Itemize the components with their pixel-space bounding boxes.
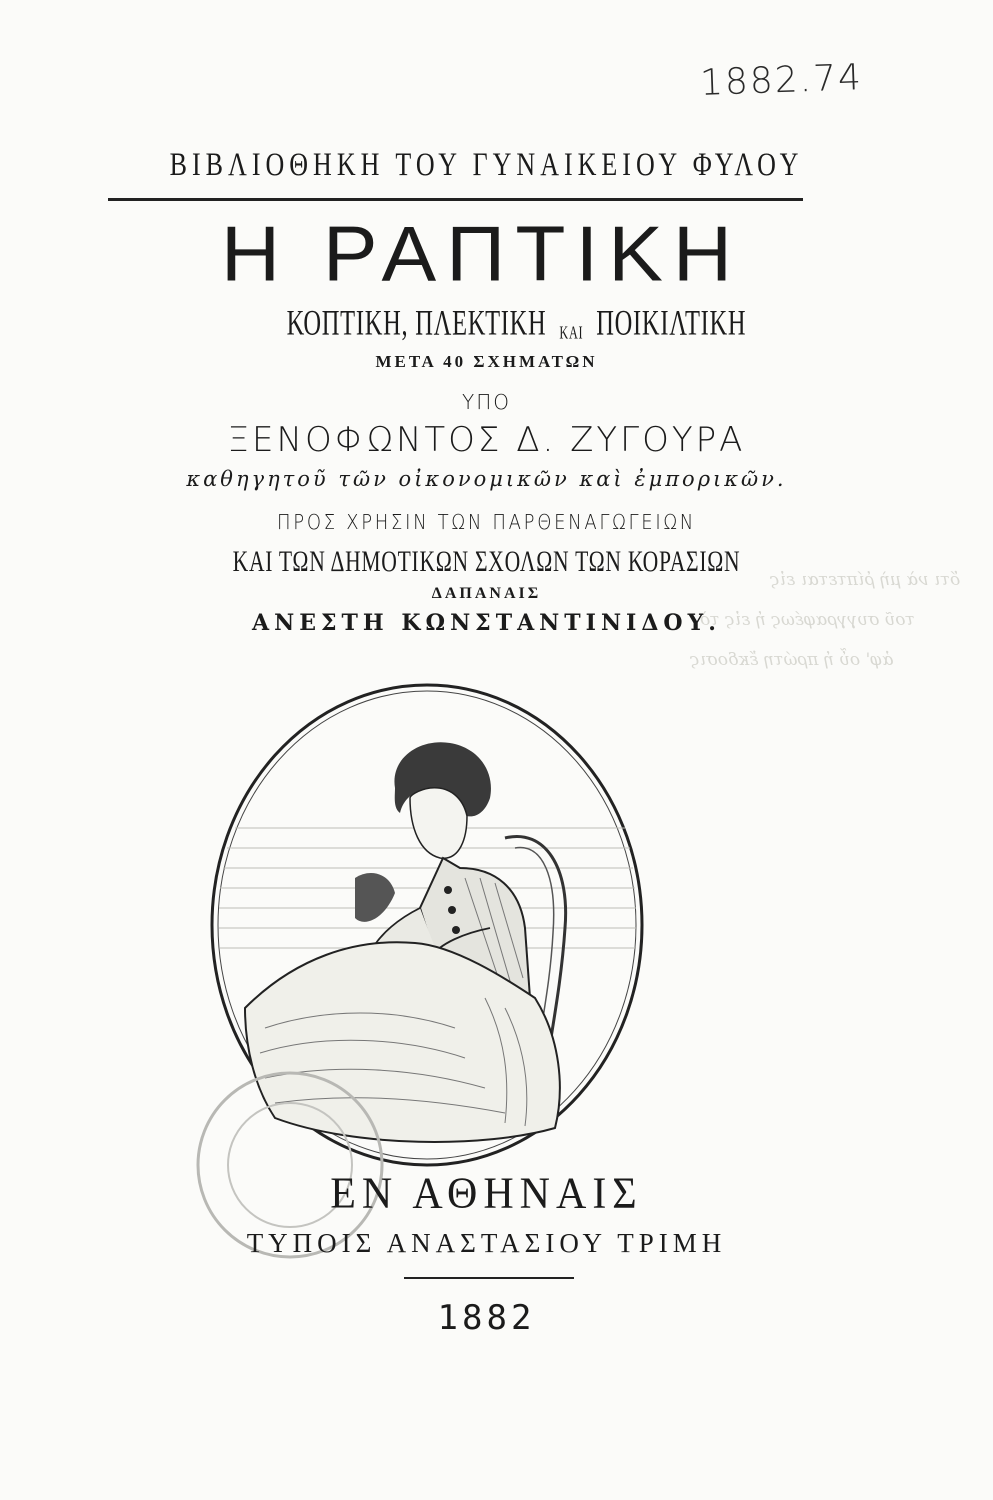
subtitle-part-2: ΠΟΙΚΙΛΤΙΚΗ (596, 304, 747, 343)
handwritten-shelfmark: 1882.74 (699, 57, 864, 104)
expense-label: ΔΑΠΑΝΑΙΣ (431, 585, 542, 602)
subtitle-part-1: ΚΟΠΤΙΚΗ, ΠΛΕΚΤΙΚΗ (286, 304, 547, 343)
author-name: ΞΕΝΟΦΩΝΤΟΣ Δ. ΖΥΓΟΥΡΑ (227, 420, 746, 460)
author-position: καθηγητοῦ τῶν οἰκονομικῶν καὶ ἐμπορικῶν. (186, 467, 787, 491)
show-through-text: ὅτι νὰ μὴ ῥίπτεται εἰς (770, 570, 961, 590)
series-title: ΒΙΒΛΙΟΘΗΚΗ ΤΟΥ ΓΥΝΑΙΚΕΙΟΥ ΦΥΛΟΥ (169, 146, 804, 183)
subtitle (159, 304, 874, 344)
intended-use-line-2: ΚΑΙ ΤΩΝ ΔΗΜΟΤΙΚΩΝ ΣΧΟΛΩΝ ΤΩΝ ΚΟΡΑΣΙΩΝ (232, 545, 741, 578)
publication-year: 1882 (437, 1298, 536, 1338)
book-title: Η ΡΑΠΤΙΚΗ (220, 211, 743, 298)
show-through-text: τοῦ συγγραφέως ἡ εἰς τὸ (700, 610, 915, 630)
subtitle-conjunction: ΚΑΙ (559, 322, 584, 343)
figures-note: ΜΕΤΑ 40 ΣΧΗΜΑΤΩΝ (375, 352, 598, 371)
bottom-rule (404, 1277, 574, 1279)
place-of-publication: ΕΝ ΑΘΗΝΑΙΣ (330, 1169, 643, 1219)
show-through-text: ἀφ' οὗ ἡ πρώτη ἔκδοσις (690, 650, 894, 670)
sponsor-name: ΑΝΕΣΤΗ ΚΩΝΣΤΑΝΤΙΝΙΔΟΥ. (252, 610, 721, 636)
top-rule (108, 198, 803, 201)
printer: ΤΥΠΟΙΣ ΑΝΑΣΤΑΣΙΟΥ ΤΡΙΜΗ (246, 1228, 727, 1258)
by-label: ΥΠΟ (462, 390, 511, 414)
intended-use-line-1: ΠΡΟΣ ΧΡΗΣΙΝ ΤΩΝ ΠΑΡΘΕΝΑΓΩΓΕΙΩΝ (277, 510, 696, 534)
